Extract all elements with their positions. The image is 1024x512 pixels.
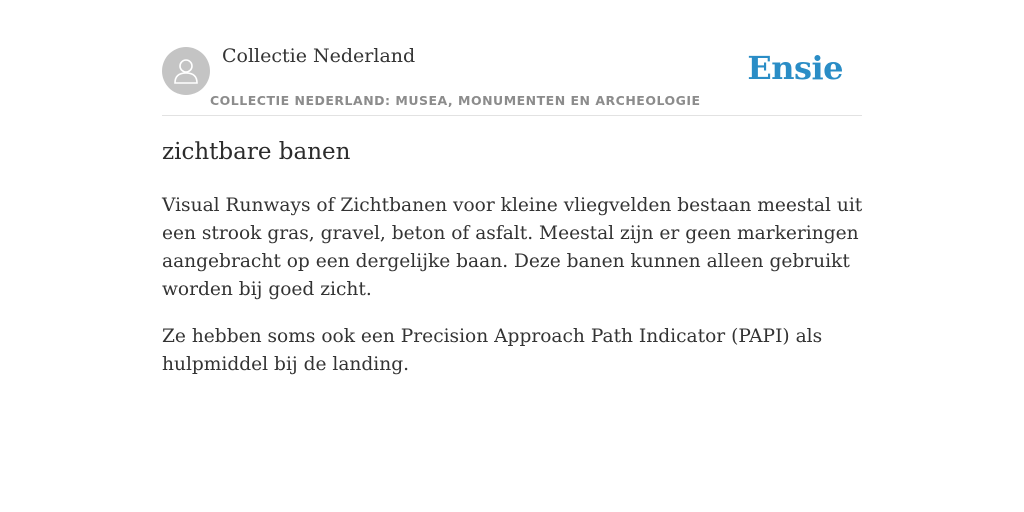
paragraph: Ze hebben soms ook een Precision Approach Path Indicator (PAPI) als hulpmiddel bij de landing. [162, 326, 823, 375]
entry-header [162, 40, 862, 116]
paragraph: Visual Runways of Zichtbanen voor kleine vliegvelden bestaan meestal uit een strook gras, gravel, beton of asfalt. Meestal zijn er geen markeringen aangebracht op een dergelijke baan. Deze banen kunnen alleen gebruikt worden bij goed zicht. [162, 195, 863, 300]
source-label[interactable]: COLLECTIE NEDERLAND: MUSEA, MONUMENTEN EN ARCHEOLOGIE [210, 93, 701, 108]
avatar[interactable] [162, 47, 210, 95]
article-body [162, 192, 866, 398]
page-title: zichtbare banen [162, 139, 351, 165]
user-silhouette-icon [171, 56, 201, 86]
author-name[interactable]: Collectie Nederland [222, 45, 416, 67]
ensie-logo[interactable]: Ensie [747, 49, 843, 87]
